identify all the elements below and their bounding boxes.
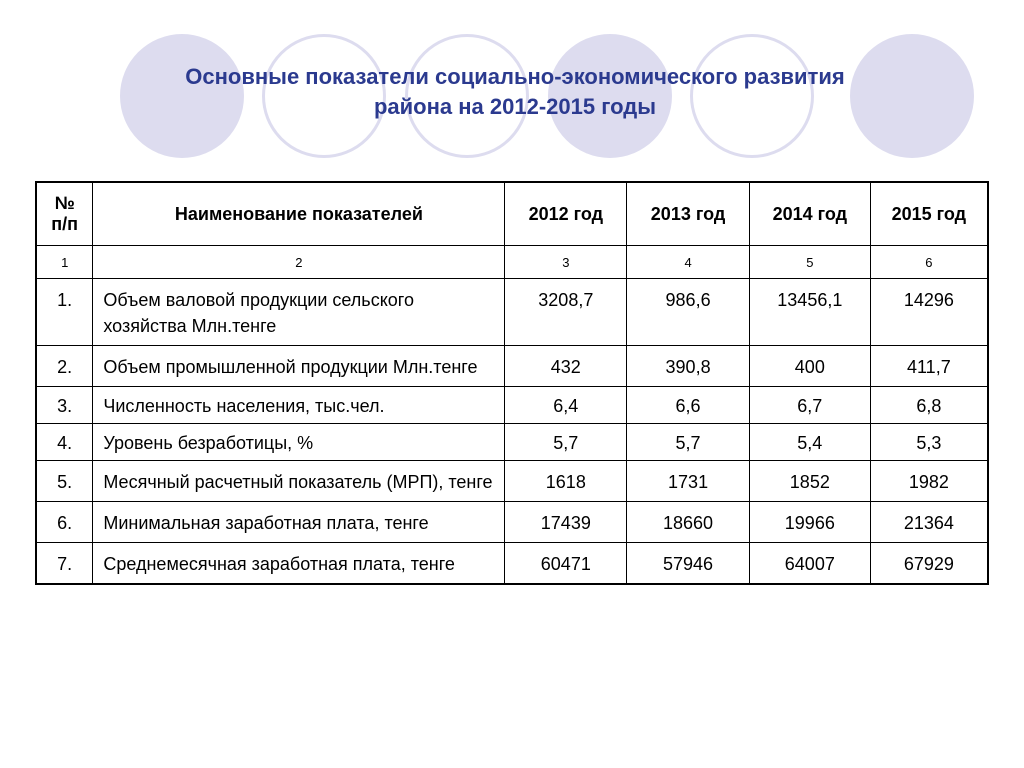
value-2015: 21364 (870, 502, 988, 543)
value-2012: 6,4 (505, 387, 627, 424)
index-row (36, 246, 988, 279)
row-name: Уровень безработицы, % (93, 424, 505, 461)
value-2015: 411,7 (870, 346, 988, 387)
row-num: 5. (36, 461, 93, 502)
value-2013: 986,6 (627, 279, 750, 346)
value-2015: 6,8 (870, 387, 988, 424)
row-name: Минимальная заработная плата, тенге (93, 502, 505, 543)
table-row (36, 502, 988, 543)
value-2012: 1618 (505, 461, 627, 502)
header-num (36, 182, 93, 246)
title-line-2: района на 2012-2015 годы (373, 94, 656, 119)
row-name: Объем валовой продукции сельского хозяйства Млн.тенге (93, 279, 505, 346)
indicators-table (35, 181, 989, 585)
index-cell: 3 (505, 246, 627, 279)
row-name: Объем промышленной продукции Млн.тенге (93, 346, 505, 387)
value-2015: 5,3 (870, 424, 988, 461)
index-cell: 1 (36, 246, 93, 279)
value-2014: 6,7 (749, 387, 870, 424)
row-name: Месячный расчетный показатель (МРП), тенге (93, 461, 505, 502)
header-row (36, 182, 988, 246)
row-num: 3. (36, 387, 93, 424)
header-name: Наименование показателей (93, 182, 505, 246)
header-2014: 2014 год (749, 182, 870, 246)
value-2013: 6,6 (627, 387, 750, 424)
row-num: 4. (36, 424, 93, 461)
row-name: Численность населения, тыс.чел. (93, 387, 505, 424)
value-2014: 19966 (749, 502, 870, 543)
header-2012: 2012 год (505, 182, 627, 246)
value-2014: 64007 (749, 543, 870, 585)
value-2015: 1982 (870, 461, 988, 502)
row-num: 7. (36, 543, 93, 585)
value-2013: 5,7 (627, 424, 750, 461)
value-2015: 67929 (870, 543, 988, 585)
table-row (36, 346, 988, 387)
row-num: 6. (36, 502, 93, 543)
value-2012: 17439 (505, 502, 627, 543)
value-2014: 5,4 (749, 424, 870, 461)
value-2013: 57946 (627, 543, 750, 585)
value-2014: 400 (749, 346, 870, 387)
header-num-line2: п/п (51, 214, 79, 234)
value-2012: 5,7 (505, 424, 627, 461)
row-num: 2. (36, 346, 93, 387)
header-2015: 2015 год (870, 182, 988, 246)
value-2013: 390,8 (627, 346, 750, 387)
title-line-1: Основные показатели социально-экономического развития (185, 64, 845, 89)
table-row (36, 461, 988, 502)
table-row (36, 387, 988, 424)
row-num: 1. (36, 279, 93, 346)
header-2013: 2013 год (627, 182, 750, 246)
table-row (36, 279, 988, 346)
value-2013: 1731 (627, 461, 750, 502)
index-cell: 6 (870, 246, 988, 279)
page-title (90, 62, 940, 122)
value-2014: 1852 (749, 461, 870, 502)
index-cell: 2 (93, 246, 505, 279)
value-2012: 432 (505, 346, 627, 387)
index-cell: 5 (749, 246, 870, 279)
table-row (36, 543, 988, 585)
index-cell: 4 (627, 246, 750, 279)
value-2015: 14296 (870, 279, 988, 346)
value-2012: 3208,7 (505, 279, 627, 346)
value-2012: 60471 (505, 543, 627, 585)
table-row (36, 424, 988, 461)
row-name: Среднемесячная заработная плата, тенге (93, 543, 505, 585)
value-2014: 13456,1 (749, 279, 870, 346)
value-2013: 18660 (627, 502, 750, 543)
header-num-line1: № (54, 193, 75, 213)
